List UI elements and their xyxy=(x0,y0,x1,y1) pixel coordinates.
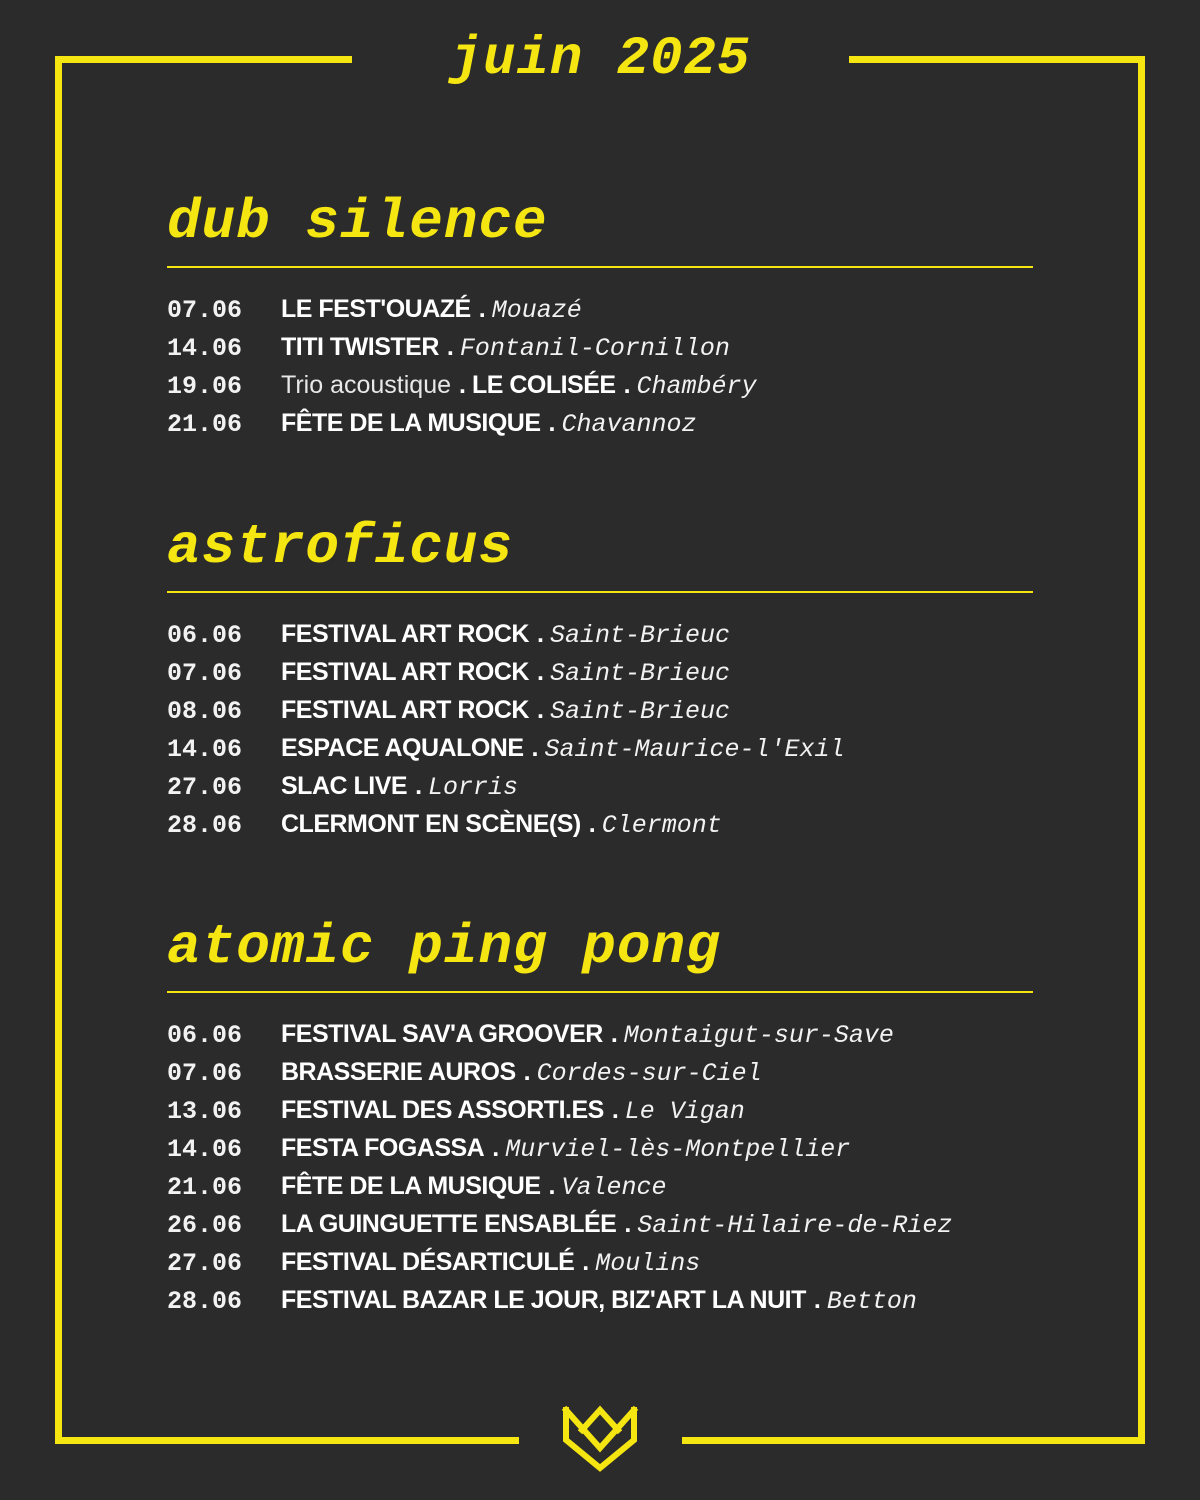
city: Saint-Brieuc xyxy=(549,659,730,688)
date: 27.06 xyxy=(167,1249,243,1278)
city: Mouazé xyxy=(491,296,582,325)
city: Montaigut-sur-Save xyxy=(623,1021,894,1050)
venue: FESTIVAL BAZAR LE JOUR, BIZ'ART LA NUIT xyxy=(281,1286,806,1314)
date: 08.06 xyxy=(167,697,243,726)
city: Murviel-lès-Montpellier xyxy=(505,1135,851,1164)
tour-date-row xyxy=(167,729,1033,767)
tour-date-row xyxy=(167,653,1033,691)
separator-dot: . xyxy=(536,696,544,724)
band-name: dub silence xyxy=(167,190,548,254)
city: Chavannoz xyxy=(561,410,697,439)
date: 28.06 xyxy=(167,811,243,840)
venue: FESTIVAL SAV'A GROOVER xyxy=(281,1020,603,1048)
city: Saint-Brieuc xyxy=(549,697,730,726)
date: 06.06 xyxy=(167,1021,243,1050)
city: Le Vigan xyxy=(624,1097,745,1126)
date: 13.06 xyxy=(167,1097,243,1126)
separator-dot: . xyxy=(531,734,539,762)
date: 07.06 xyxy=(167,296,243,325)
frame-top-right xyxy=(849,56,1145,63)
separator-dot: . xyxy=(624,1210,632,1238)
band-section-astroficus xyxy=(167,517,1033,843)
date: 14.06 xyxy=(167,334,243,363)
venue: FÊTE DE LA MUSIQUE xyxy=(281,1172,541,1200)
venue: LE FEST'OUAZÉ xyxy=(281,295,471,323)
tour-date-row xyxy=(167,366,1033,404)
band-name: astroficus xyxy=(167,515,514,579)
tour-date-row xyxy=(167,1129,1033,1167)
city: Saint-Brieuc xyxy=(549,621,730,650)
separator-dot: . xyxy=(492,1134,500,1162)
venue: FÊTE DE LA MUSIQUE xyxy=(281,409,541,437)
venue: FESTIVAL DÉSARTICULÉ xyxy=(281,1248,575,1276)
tour-dates-list xyxy=(167,1015,1033,1319)
separator-dot: . xyxy=(536,658,544,686)
tour-date-row xyxy=(167,1091,1033,1129)
frame-top-left xyxy=(55,56,352,63)
tour-date-row xyxy=(167,1243,1033,1281)
date: 19.06 xyxy=(167,372,243,401)
separator-dot: . xyxy=(610,1020,618,1048)
tour-dates-list xyxy=(167,615,1033,843)
tour-date-row xyxy=(167,404,1033,442)
date: 26.06 xyxy=(167,1211,243,1240)
separator-dot: . xyxy=(415,772,423,800)
date: 14.06 xyxy=(167,1135,243,1164)
venue: FESTIVAL ART ROCK xyxy=(281,696,529,724)
separator-dot: . xyxy=(582,1248,590,1276)
venue: ESPACE AQUALONE xyxy=(281,734,524,762)
tour-date-row xyxy=(167,1053,1033,1091)
date: 14.06 xyxy=(167,735,243,764)
frame-bottom-left xyxy=(55,1437,519,1444)
date: 27.06 xyxy=(167,773,243,802)
city: Fontanil-Cornillon xyxy=(459,334,730,363)
tour-date-row xyxy=(167,805,1033,843)
band-divider xyxy=(167,266,1033,268)
city: Clermont xyxy=(601,811,722,840)
frame-left xyxy=(55,56,62,1444)
date: 21.06 xyxy=(167,1173,243,1202)
double-m-logo-icon xyxy=(560,1404,640,1474)
separator-dot: . xyxy=(548,409,556,437)
venue: LA GUINGUETTE ENSABLÉE xyxy=(281,1210,617,1238)
tour-date-row xyxy=(167,1281,1033,1319)
separator-dot: . xyxy=(459,371,466,399)
date: 21.06 xyxy=(167,410,243,439)
city: Lorris xyxy=(428,773,519,802)
tour-date-row xyxy=(167,1167,1033,1205)
city: Chambéry xyxy=(636,372,757,401)
venue: FESTIVAL ART ROCK xyxy=(281,658,529,686)
date: 07.06 xyxy=(167,659,243,688)
page-title: juin 2025 xyxy=(449,29,751,90)
date: 06.06 xyxy=(167,621,243,650)
tour-date-row xyxy=(167,615,1033,653)
band-section-dub-silence xyxy=(167,192,1033,442)
note: Trio acoustique xyxy=(281,371,451,399)
venue: TITI TWISTER xyxy=(281,333,439,361)
frame-right xyxy=(1138,56,1145,1444)
venue: LE COLISÉE xyxy=(471,371,616,399)
city: Saint-Maurice-l'Exil xyxy=(544,735,845,764)
city: Cordes-sur-Ciel xyxy=(536,1059,762,1088)
tour-date-row xyxy=(167,1015,1033,1053)
separator-dot: . xyxy=(611,1096,619,1124)
band-divider xyxy=(167,591,1033,593)
tour-date-row xyxy=(167,691,1033,729)
tour-date-row xyxy=(167,290,1033,328)
city: Moulins xyxy=(595,1249,701,1278)
city: Saint-Hilaire-de-Riez xyxy=(637,1211,953,1240)
band-name: atomic ping pong xyxy=(167,915,721,979)
tour-date-row xyxy=(167,1205,1033,1243)
city: Betton xyxy=(826,1287,917,1316)
venue: FESTIVAL DES ASSORTI.ES xyxy=(281,1096,604,1124)
venue: FESTIVAL ART ROCK xyxy=(281,620,529,648)
separator-dot: . xyxy=(548,1172,556,1200)
band-section-atomic-ping-pong xyxy=(167,917,1033,1319)
tour-date-row xyxy=(167,328,1033,366)
venue: FESTA FOGASSA xyxy=(281,1134,485,1162)
venue: SLAC LIVE xyxy=(281,772,408,800)
date: 28.06 xyxy=(167,1287,243,1316)
separator-dot: . xyxy=(446,333,454,361)
separator-dot: . xyxy=(588,810,596,838)
frame-bottom-right xyxy=(682,1437,1145,1444)
city: Valence xyxy=(561,1173,667,1202)
band-divider xyxy=(167,991,1033,993)
date: 07.06 xyxy=(167,1059,243,1088)
venue: BRASSERIE AUROS xyxy=(281,1058,516,1086)
separator-dot: . xyxy=(536,620,544,648)
separator-dot: . xyxy=(523,1058,531,1086)
separator-dot: . xyxy=(478,295,486,323)
venue: CLERMONT EN SCÈNE(S) xyxy=(281,810,581,838)
separator-dot: . xyxy=(813,1286,821,1314)
tour-date-row xyxy=(167,767,1033,805)
tour-dates-list xyxy=(167,290,1033,442)
separator-dot: . xyxy=(623,371,631,399)
